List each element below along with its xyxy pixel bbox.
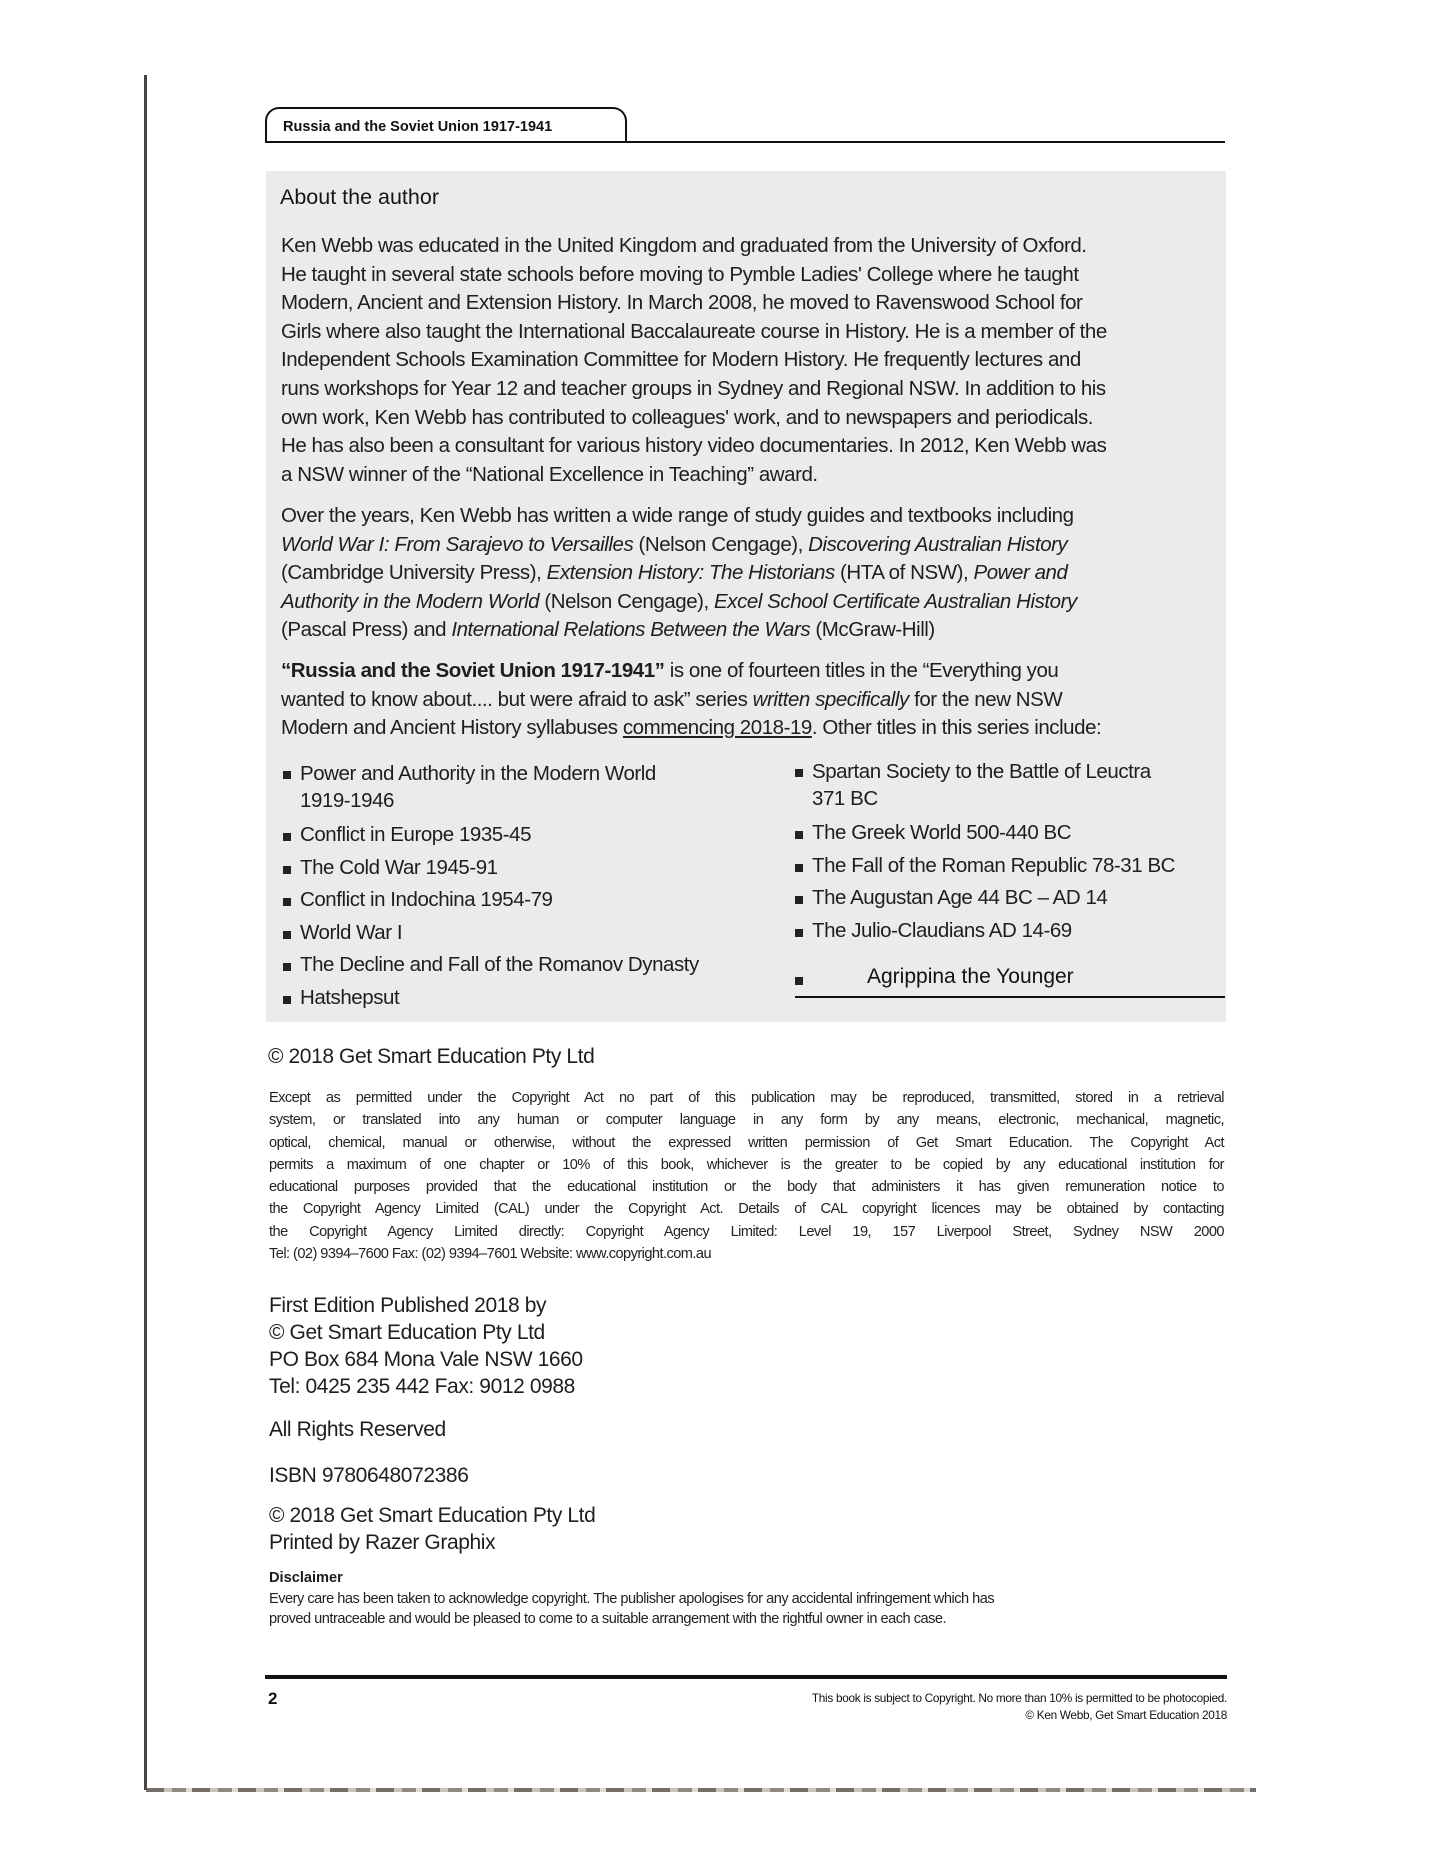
- book-title: World War I: From Sarajevo to Versailles: [281, 532, 634, 556]
- disclaimer-text: [269, 1589, 994, 1629]
- series-list-item: [795, 758, 1175, 812]
- square-bullet-icon: [795, 896, 803, 904]
- text-line: the Copyright Agency Limited (CAL) under the Copyright Act. Details of CAL copyright licences may be obtained by contacting: [269, 1201, 1224, 1218]
- text-line: © Get Smart Education Pty Ltd: [269, 1321, 545, 1344]
- square-bullet-icon: [283, 898, 291, 906]
- item-text: 1919-1946: [300, 789, 394, 812]
- item-text: Conflict in Europe 1935-45: [300, 823, 532, 846]
- text-span: is one of fourteen titles in the “Everything you: [664, 659, 1059, 682]
- header-rule: [265, 141, 1225, 143]
- square-bullet-icon: [283, 996, 291, 1004]
- series-list-item: [283, 884, 699, 917]
- book-title-bold: “Russia and the Soviet Union 1917-1941”: [281, 659, 665, 682]
- emphasis: written specifically: [752, 687, 909, 711]
- item-text: Hatshepsut: [300, 985, 400, 1009]
- copyright-heading: © 2018 Get Smart Education Pty Ltd: [268, 1045, 595, 1068]
- footer-copyright-note: [812, 1690, 1227, 1724]
- text-line: a NSW winner of the “National Excellence in Teaching” award.: [281, 462, 818, 486]
- publisher: (Cambridge University Press),: [281, 561, 547, 585]
- series-list-right: [795, 758, 1175, 947]
- series-list-item: [283, 819, 699, 852]
- square-bullet-icon: [283, 866, 291, 874]
- underlined-text: commencing 2018-19: [622, 716, 812, 740]
- publisher: (Nelson Cengage),: [633, 532, 809, 556]
- text-line: [281, 686, 1101, 715]
- author-bio-paragraph: [281, 232, 1107, 489]
- item-text: The Greek World 500-440 BC: [812, 821, 1072, 844]
- rights-statement: All Rights Reserved: [269, 1418, 446, 1441]
- book-title: Discovering Australian History: [808, 532, 1068, 556]
- text-line: [281, 616, 1077, 645]
- page-edge-left: [144, 75, 147, 1790]
- item-text: The Decline and Fall of the Romanov Dynasty: [300, 953, 699, 976]
- text-line: runs workshops for Year 12 and teacher groups in Sydney and Regional NSW. In addition to his: [281, 376, 1106, 400]
- text-line: © Ken Webb, Get Smart Education 2018: [1025, 1708, 1227, 1722]
- text-line: educational purposes provided that the educational institution or the body that administers it has given remuneration notice to: [269, 1179, 1224, 1196]
- item-text: The Julio-Claudians AD 14-69: [812, 918, 1072, 942]
- item-text: Spartan Society to the Battle of Leuctra: [812, 760, 1151, 783]
- text-line: Printed by Razer Graphix: [269, 1531, 496, 1554]
- about-author-heading: About the author: [280, 185, 439, 209]
- series-list-left: [283, 760, 699, 1014]
- series-list-item-agrippina: [795, 962, 1225, 998]
- square-bullet-icon: [795, 977, 803, 985]
- item-text: Conflict in Indochina 1954-79: [300, 888, 553, 911]
- item-text: The Fall of the Roman Republic 78-31 BC: [812, 853, 1176, 877]
- book-title: Excel School Certificate Australian History: [714, 589, 1077, 613]
- text-line: Except as permitted under the Copyright Act no part of this publication may be reproduced, transmitted, stored in a retrieval: [269, 1090, 1224, 1106]
- text-line: [281, 588, 1077, 617]
- series-list-item: [283, 982, 699, 1015]
- page-edge-bottom: [146, 1788, 1256, 1792]
- text-line: PO Box 684 Mona Vale NSW 1660: [269, 1348, 583, 1371]
- series-list-item: [283, 949, 699, 982]
- text-line: © 2018 Get Smart Education Pty Ltd: [269, 1504, 596, 1527]
- text-line: Modern, Ancient and Extension History. In March 2008, he moved to Ravenswood School for: [281, 291, 1083, 315]
- text-line: [281, 714, 1101, 743]
- text-span: . Other titles in this series include:: [811, 716, 1102, 740]
- book-title: International Relations Between the Wars: [451, 618, 811, 642]
- text-line: own work, Ken Webb has contributed to colleagues' work, and to newspapers and periodicals.: [281, 405, 1094, 429]
- book-title: Power and: [973, 561, 1068, 585]
- series-list-item: [283, 917, 699, 950]
- series-list-item: [795, 882, 1175, 915]
- square-bullet-icon: [795, 769, 803, 777]
- square-bullet-icon: [283, 833, 291, 841]
- text-line: Independent Schools Examination Committee for Modern History. He frequently lectures and: [281, 348, 1081, 372]
- text-line: He has also been a consultant for various history video documentaries. In 2012, Ken Webb was: [281, 434, 1107, 458]
- text-span: Modern and Ancient History syllabuses: [281, 716, 623, 740]
- square-bullet-icon: [795, 929, 803, 937]
- text-line: Tel: 0425 235 442 Fax: 9012 0988: [269, 1375, 575, 1398]
- series-list-item: [795, 850, 1175, 883]
- book-title: Authority in the Modern World: [281, 589, 540, 613]
- page-number: 2: [268, 1689, 278, 1708]
- square-bullet-icon: [283, 771, 291, 779]
- square-bullet-icon: [283, 931, 291, 939]
- item-text: Agrippina the Younger: [867, 965, 1074, 988]
- publisher: (HTA of NSW),: [834, 561, 974, 585]
- item-text: The Cold War 1945-91: [300, 855, 498, 879]
- text-line: [281, 531, 1077, 560]
- text-line: Ken Webb was educated in the United Kingdom and graduated from the University of Oxford.: [281, 234, 1087, 257]
- series-list-item: [795, 817, 1175, 850]
- text-line: system, or translated into any human or computer language in any form by any means, electronic, mechanical, magnetic,: [269, 1112, 1224, 1129]
- publisher-details: [269, 1292, 583, 1400]
- running-header-tab: [265, 107, 627, 143]
- text-line: proved untraceable and would be pleased to come to a suitable arrangement with the rightful owner in each case.: [269, 1611, 947, 1627]
- running-header-title: Russia and the Soviet Union 1917-1941: [283, 119, 553, 135]
- text-line: [281, 559, 1077, 588]
- text-line: permits a maximum of one chapter or 10% of this book, whichever is the greater to be copied by any educational institution for: [269, 1156, 1224, 1173]
- item-text: 371 BC: [812, 787, 878, 810]
- square-bullet-icon: [795, 831, 803, 839]
- text-span: for the new NSW: [908, 687, 1063, 711]
- footer-rule: [265, 1675, 1227, 1679]
- text-line: Every care has been taken to acknowledge copyright. The publisher apologises for any accidental infringement which has: [269, 1591, 995, 1607]
- isbn: ISBN 9780648072386: [269, 1464, 469, 1487]
- text-span: wanted to know about.... but were afraid to ask” series: [281, 687, 753, 711]
- book-title: Extension History: The Historians: [546, 561, 835, 585]
- copyright-notice: [269, 1087, 1224, 1265]
- series-list-item: [283, 852, 699, 885]
- series-list-item: [283, 760, 699, 814]
- item-text: World War I: [300, 920, 403, 944]
- series-intro-paragraph: [281, 657, 1101, 743]
- text-line: the Copyright Agency Limited directly: Copyright Agency Limited: Level 19, 157 Liverpool Street, Sydney NSW 2000: [269, 1223, 1224, 1240]
- author-publications-paragraph: [281, 502, 1077, 645]
- square-bullet-icon: [795, 864, 803, 872]
- publisher: (Pascal Press) and: [281, 618, 452, 642]
- square-bullet-icon: [283, 963, 291, 971]
- printer-details: [269, 1502, 595, 1556]
- publisher: (Nelson Cengage),: [539, 589, 715, 613]
- item-text: Power and Authority in the Modern World: [300, 762, 656, 785]
- publisher: (McGraw-Hill): [810, 618, 935, 642]
- text-line: Over the years, Ken Webb has written a wide range of study guides and textbooks including: [281, 504, 1074, 527]
- text-line: Tel: (02) 9394–7600 Fax: (02) 9394–7601 Website: www.copyright.com.au: [269, 1246, 712, 1263]
- text-line: [281, 657, 1101, 686]
- series-list-item: [795, 915, 1175, 948]
- text-line: First Edition Published 2018 by: [269, 1294, 547, 1317]
- text-line: Girls where also taught the International Baccalaureate course in History. He is a member of the: [281, 319, 1107, 343]
- text-line: optical, chemical, manual or otherwise, without the expressed written permission of Get Smart Education. The Copyright Act: [269, 1134, 1224, 1151]
- text-line: This book is subject to Copyright. No more than 10% is permitted to be photocopied.: [811, 1691, 1227, 1705]
- text-line: He taught in several state schools before moving to Pymble Ladies' College where he taught: [281, 262, 1079, 286]
- item-text: The Augustan Age 44 BC – AD 14: [812, 886, 1108, 909]
- disclaimer-heading: Disclaimer: [269, 1570, 343, 1586]
